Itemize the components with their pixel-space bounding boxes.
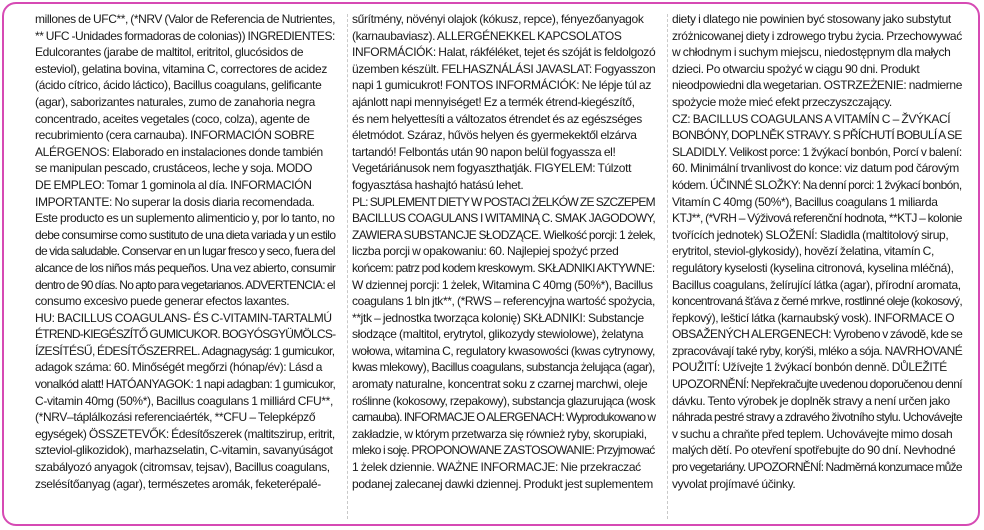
text-line: **jtk – jednostka tworząca kolonię) SKŁADNIKI: Substancje bbox=[352, 310, 644, 325]
text-line: zpracovávají také ryby, korýši, mléko a sója. NAVRHOVANÉ bbox=[672, 343, 963, 358]
text-line: dzieci. Po otwarciu spożyć w ciągu 90 dni. Produkt bbox=[672, 61, 920, 76]
text-column-es-hu bbox=[35, 11, 335, 492]
text-line: szabályozó anyagok (citromsav, tejsav), Bacillus coagulans, bbox=[35, 460, 330, 475]
text-line: PL: SUPLEMENT DIETY W POSTACI ŻELKÓW ZE SZCZEPEM bbox=[352, 194, 655, 209]
text-line: coagulans 1 bln jtk**, (*RWS – referencyjna wartość spożycia, bbox=[352, 294, 655, 309]
text-line: 1 żelek dziennie. WAŻNE INFORMACJE: Nie przekraczać bbox=[352, 460, 641, 475]
text-line: ** UFC -Unidades formadoras de colonias)) INGREDIENTES: bbox=[35, 28, 335, 43]
text-line: nieodpowiedni dla wegetarian. OSTRZEŻENIE: nadmierne bbox=[672, 78, 962, 93]
text-line: zakładzie, w którym przetwarza się również ryby, skorupiaki, bbox=[352, 426, 647, 441]
text-line: kódem. ÚČINNÉ SLOŽKY: Na denní porci: 1 žvýkací bonbón, bbox=[672, 177, 962, 192]
text-line: consumo excesivo puede generar efectos laxantes. bbox=[35, 294, 290, 309]
text-line: aromaty naturalne, koncentrat soku z czarnej marchwi, oleje bbox=[352, 377, 648, 392]
text-line: vonalkód alatt! HATÓANYAGOK: 1 napi adagban: 1 gumicukor, bbox=[35, 377, 336, 392]
text-line: dentro de 90 días. No apto para vegetarianos. ADVERTENCIA: el bbox=[35, 277, 335, 292]
text-line: és nem helyettesíti a változatos étrendet és az egészséges bbox=[352, 111, 642, 126]
text-line: wołowa, witamina C, regulatory kwasowości (kwas cytrynowy, bbox=[352, 343, 655, 358]
text-line: se manipulan pescado, crustáceos, leche y soja. MODO bbox=[35, 161, 313, 176]
text-line: OBSAŽENÝCH ALERGENECH: Vyrobeno v závodě, kde se bbox=[672, 327, 963, 342]
text-column-hu-pl bbox=[352, 11, 655, 492]
text-line: řepkový), lešticí látka (karnaubský vosk). INFORMACE O bbox=[672, 310, 955, 325]
text-line: POUŽITÍ: Užívejte 1 žvýkací bonbón denně. DŮLEŽITÉ bbox=[672, 360, 947, 375]
text-line: diety i dlatego nie powinien być stosowany jako substytut bbox=[672, 12, 951, 26]
text-line: üzemben készült. FELHASZNÁLÁSI JAVASLAT: Fogyasszon bbox=[352, 61, 656, 76]
text-line: v suchu a chraňte před teplem. Uchovávejte mimo dosah bbox=[672, 426, 953, 441]
text-line: HU: BACILLUS COAGULANS- ÉS C-VITAMIN-TARTALMÚ bbox=[35, 310, 332, 325]
column-divider bbox=[667, 14, 668, 519]
text-line: w chłodnym i suchym miejscu, niedostępnym dla małych bbox=[672, 45, 951, 60]
text-line: C-vitamin 40mg (50%*), Bacillus coagulans 1 milliárd CFU**, bbox=[35, 393, 333, 408]
text-line: liczba porcji w opakowaniu: 60. Najlepiej spożyć przed bbox=[352, 244, 619, 259]
text-line: ÍZESÍTÉSŰ, ÉDESÍTŐSZERREL. Adagnagyság: 1 gumicukor, bbox=[35, 343, 335, 358]
text-line: 60. Minimální trvanlivost do konce: viz datum pod čárovým bbox=[672, 161, 959, 176]
text-line: W dziennej porcji: 1 żelek, Witamina C 40mg (50%*), Bacillus bbox=[352, 277, 653, 292]
text-line: BONBÓNY, DOPLNĚK STRAVY. S PŘÍCHUTÍ BOBULÍ A SE bbox=[672, 128, 962, 143]
text-line: alcance de los niños más pequeños. Una vez abierto, consumir bbox=[35, 260, 336, 275]
text-line: vyvolat projímavé účinky. bbox=[672, 476, 796, 491]
text-line: SLADIDLY. Velikost porce: 1 žvýkací bonbón, Porcí v balení: bbox=[672, 144, 962, 159]
text-column-pl-cz bbox=[672, 11, 962, 492]
text-line: DE EMPLEO: Tomar 1 gominola al día. INFORMACIÓN bbox=[35, 177, 312, 192]
text-line: ZAWIERA SUBSTANCJE SŁODZĄCE. Wielkość porcji: 1 żelek, bbox=[352, 227, 656, 242]
text-line: regulátory kyselosti (kyselina citronová, kyselina mléčná), bbox=[672, 260, 954, 275]
text-line: concentrado, aceites vegetales (coco, colza), agente de bbox=[35, 111, 310, 126]
text-line: (ácido cítrico, ácido láctico), Bacillus coagulans, gelificante bbox=[35, 78, 322, 93]
text-line: (*NRV–táplálkozási referenciaérték, **CFU – Telepképző bbox=[35, 410, 316, 425]
text-line: mleko i soję. PROPONOWANE ZASTOSOWANIE: Przyjmować bbox=[352, 443, 655, 458]
text-line: INFORMÁCIÓK: Halat, rákféléket, tejet és szóját is feldolgozó bbox=[352, 45, 656, 60]
text-line: életmódot. Száraz, hűvös helyen és gyermekektől elzárva bbox=[352, 128, 637, 143]
text-line: de vida saludable. Conservar en un lugar fresco y seco, fuera del bbox=[35, 244, 335, 259]
text-line: carnauba). INFORMACJE O ALERGENACH: Wyprodukowano w bbox=[352, 410, 656, 425]
text-line: Edulcorantes (jarabe de maltitol, eritritol, glucósidos de bbox=[35, 45, 304, 60]
text-line: końcem: patrz pod kodem kreskowym. SKŁADNIKI AKTYWNE: bbox=[352, 260, 655, 275]
text-line: pro vegetariány. UPOZORNĚNÍ: Nadměrná konzumace může bbox=[672, 460, 962, 475]
text-line: (karnaubaviasz). ALLERGÉNEKKEL KAPCSOLATOS bbox=[352, 28, 622, 43]
text-line: (agar), saborizantes naturales, zumo de zanahoria negra bbox=[35, 94, 315, 109]
text-line: debe consumirse como sustituto de una dieta variada y un estilo bbox=[35, 227, 336, 242]
text-line: Vitamín C 40mg (50%*), Bacillus coagulans 1 miliarda bbox=[672, 194, 938, 209]
text-line: kwas mlekowy), Bacillus coagulans, substancja żelująca (agar), bbox=[352, 360, 655, 375]
text-line: CZ: BACILLUS COAGULANS A VITAMÍN C – ŽVÝKACÍ bbox=[672, 111, 951, 126]
text-line: słodzące (maltitol, erytrytol, glikozydy stewiolowe), żelatyna bbox=[352, 327, 644, 342]
text-line: szteviol-glikozidok), marhazselatin, C-vitamin, savanyúságot bbox=[35, 443, 333, 458]
text-line: koncentrovaná šťáva z černé mrkve, rostlinné oleje (kokosový, bbox=[672, 294, 963, 309]
text-line: egységek) ÖSSZETEVŐK: Édesítőszerek (maltitszirup, eritrit, bbox=[35, 426, 335, 441]
text-line: roślinne (kokosowy, rzepakowy), substancja glazurująca (wosk bbox=[352, 393, 656, 408]
text-line: ÉTREND-KIEGÉSZÍTŐ GUMICUKOR. BOGYÓSGYÜMÖLCS- bbox=[35, 327, 336, 342]
text-line: zróżnicowanej diety i zdrowego trybu życia. Przechowywać bbox=[672, 28, 962, 43]
text-line: ALÉRGENOS: Elaborado en instalaciones donde también bbox=[35, 144, 323, 159]
text-line: millones de UFC**, (*NRV (Valor de Referencia de Nutrientes, bbox=[35, 12, 336, 26]
text-line: erytritol, steviol-glykosidy), hovězí želatina, vitamín C, bbox=[672, 244, 934, 259]
text-line: sűrítmény, növényi olajok (kókusz, repce), fényezőanyagok bbox=[352, 12, 644, 26]
text-line: adagok száma: 60. Minőségét megőrzi (hónap/év): Lásd a bbox=[35, 360, 323, 375]
text-line: spożycie może mieć efekt przeczyszczający. bbox=[672, 94, 892, 109]
text-line: malých dětí. Po otevření spotřebujte do 90 dní. Nevhodné bbox=[672, 443, 956, 458]
text-line: fogyasztása hashajtó hatású lehet. bbox=[352, 177, 524, 192]
text-line: BACILLUS COAGULANS I WITAMINĄ C. SMAK JAGODOWY, bbox=[352, 211, 656, 226]
text-line: ajánlott napi mennyiséget! Ez a termék étrend-kiegészítő, bbox=[352, 94, 635, 109]
text-line: recubrimiento (cera carnauba). INFORMACIÓN SOBRE bbox=[35, 128, 315, 143]
text-line: tvořících jednotek) SLOŽENÍ: Sladidla (maltitolový sirup, bbox=[672, 227, 949, 242]
text-line: IMPORTANTE: No superar la dosis diaria recomendada. bbox=[35, 194, 315, 209]
text-line: dávku. Tento výrobek je doplněk stravy a není určen jako bbox=[672, 393, 950, 408]
text-line: náhrada pestré stravy a zdravého životního stylu. Uchovávejte bbox=[672, 410, 963, 425]
text-line: tartandó! Felbontás után 90 napon belül fogyassza el! bbox=[352, 144, 616, 159]
text-line: KTJ**, (*VRH – Výživová referenční hodnota, **KTJ – kolonie bbox=[672, 211, 962, 226]
text-line: UPOZORNĚNÍ: Nepřekračujte uvedenou doporučenou denní bbox=[672, 377, 962, 392]
text-line: Vegetáriánusok nem fogyaszthatják. FIGYELEM: Túlzott bbox=[352, 161, 632, 176]
text-line: esteviol), gelatina bovina, vitamina C, correctores de acidez bbox=[35, 61, 327, 76]
text-line: napi 1 gumicukrot! FONTOS INFORMÁCIÓK: Ne lépje túl az bbox=[352, 78, 651, 93]
text-line: zselésítőanyag (agar), természetes aromák, feketerépalé- bbox=[35, 476, 321, 491]
text-line: podanej zalecanej dawki dziennej. Produkt jest suplementem bbox=[352, 476, 653, 491]
text-line: Bacillus coagulans, želírující látka (agar), přírodní aromata, bbox=[672, 277, 961, 292]
text-line: Este producto es un suplemento alimenticio y, por lo tanto, no bbox=[35, 211, 335, 226]
column-divider bbox=[347, 14, 348, 519]
